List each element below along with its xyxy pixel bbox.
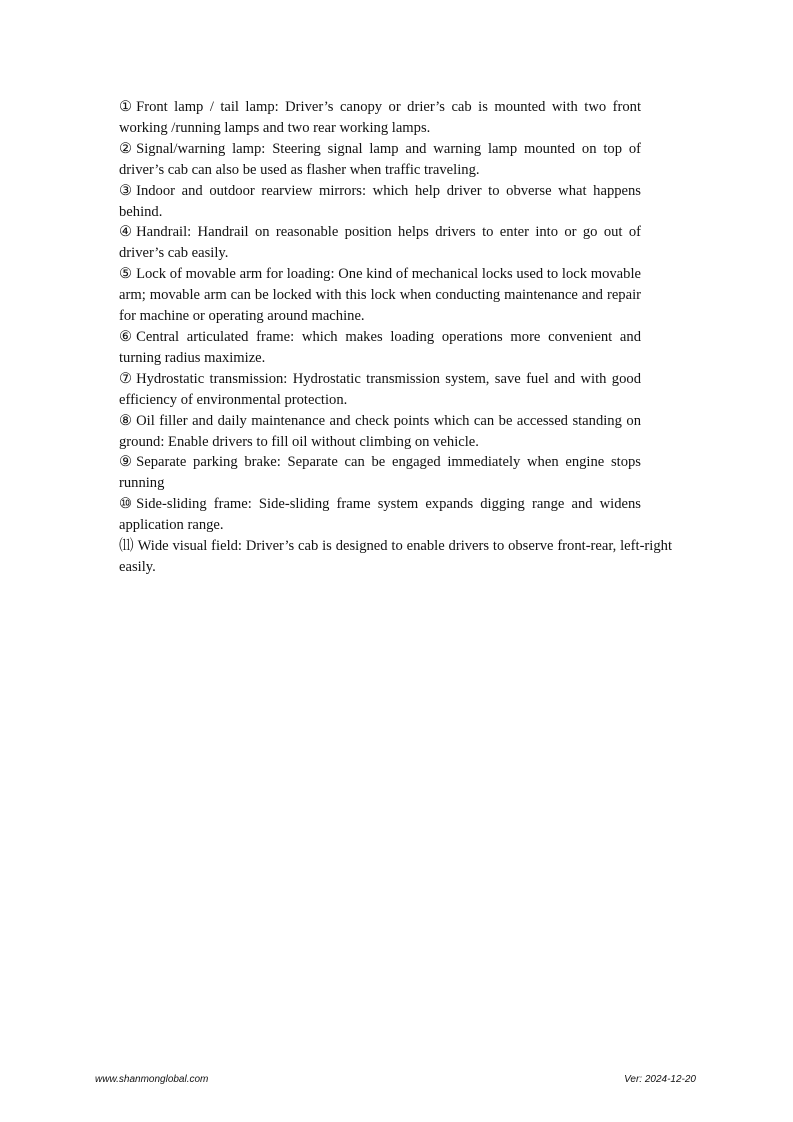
item-text: Central articulated frame: which makes loading operations more convenient and turning radius maximize.	[119, 328, 641, 366]
item-number: ①	[119, 99, 133, 115]
item-text: Hydrostatic transmission: Hydrostatic transmission system, save fuel and with good efficiency of environmental protection.	[119, 370, 641, 408]
item-number: ⑩	[119, 496, 133, 513]
item-number: ⑦	[119, 370, 133, 387]
list-item	[119, 327, 641, 369]
item-text: Signal/warning lamp: Steering signal lamp and warning lamp mounted on top of driver’s cab can also be used as flasher when traffic traveling.	[119, 140, 641, 178]
list-item	[119, 222, 641, 264]
item-text: Side-sliding frame: Side-sliding frame system expands digging range and widens application range.	[119, 496, 641, 534]
footer-website: www.shanmonglobal.com	[95, 1074, 209, 1085]
list-item	[119, 452, 641, 494]
footer-version: Ver: 2024-12-20	[624, 1074, 696, 1085]
item-text: Separate parking brake: Separate can be engaged immediately when engine stops running	[119, 454, 641, 492]
item-text: Lock of movable arm for loading: One kind of mechanical locks used to lock movable arm; movable arm can be locked with this lock when conducting maintenance and repair for machine or operating around machine.	[119, 266, 641, 325]
item-text: Front lamp / tail lamp: Driver’s canopy or drier’s cab is mounted with two front working /running lamps and two rear working lamps.	[119, 99, 641, 136]
item-text: Wide visual field: Driver’s cab is designed to enable drivers to observe front-rear, left-right easily.	[119, 538, 672, 575]
item-number: ⑧	[119, 412, 133, 429]
list-item	[119, 411, 641, 453]
item-number: ⑨	[119, 454, 133, 471]
item-number: ⑥	[119, 328, 133, 345]
list-item	[119, 139, 641, 181]
item-number: ④	[119, 224, 133, 241]
list-item	[119, 181, 641, 223]
list-item	[119, 494, 641, 536]
item-number: ③	[119, 182, 133, 199]
list-item	[119, 369, 641, 411]
item-number: ⑾	[119, 538, 134, 555]
item-text: Oil filler and daily maintenance and check points which can be accessed standing on ground: Enable drivers to fill oil without climbing on vehicle.	[119, 412, 641, 450]
item-text: Handrail: Handrail on reasonable position helps drivers to enter into or go out of driver’s cab easily.	[119, 224, 641, 262]
feature-list	[119, 97, 672, 578]
list-item	[119, 536, 672, 578]
item-number: ⑤	[119, 266, 133, 283]
item-text: Indoor and outdoor rearview mirrors: which help driver to obverse what happens behind.	[119, 182, 641, 220]
list-item	[119, 97, 641, 139]
list-item	[119, 264, 641, 327]
item-number: ②	[119, 140, 133, 157]
